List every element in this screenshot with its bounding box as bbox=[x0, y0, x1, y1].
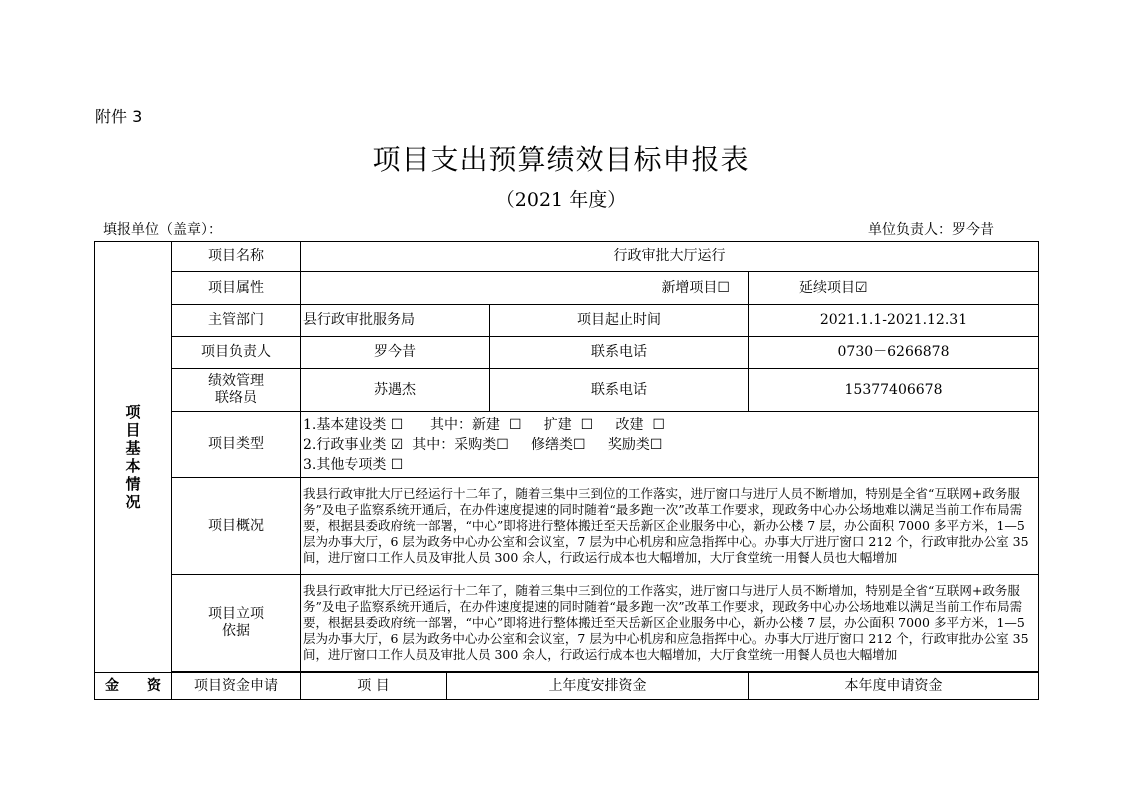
row-dept bbox=[95, 305, 1039, 337]
leader-phone-label: 联系电话 bbox=[490, 337, 749, 369]
row-leader bbox=[95, 337, 1039, 369]
type-option-special: 3.其他专项类 ☐ bbox=[303, 456, 404, 473]
project-name-label: 项目名称 bbox=[172, 242, 301, 272]
leader-phone-value: 0730－6266878 bbox=[749, 337, 1039, 369]
liaison-label bbox=[172, 369, 301, 412]
row-project-name bbox=[95, 242, 1039, 272]
form-year: （2021 年度） bbox=[495, 189, 627, 211]
leader-value: 罗今昔 bbox=[301, 337, 490, 369]
new-project-option[interactable]: 新增项目☐ bbox=[301, 272, 749, 305]
basis-text: 我县行政审批大厅已经运行十二年了，随着三集中三到位的工作落实，进厅窗口与进厅人员不断增加，特别是全省“互联网+政务服务”及电子监察系统开通后，在办件速度提速的同时随着“最多跑一次”改革工作要求，现政务中心办公场地难以满足当前工作布局需要，根据县委政府统一部署，“中心”即将进行整体搬迁至天岳新区企业服务中心，新办公楼 7 层，办公面积 7000 多平方米，1—5 层为办事大厅，6 层为政务中心办公室和会议室，7 层为中心机房和应急指挥中心。办事大厅进厅窗口 212 个，行政审批办公室 35 间，进厅窗口工作人员及审批人员 300 余人，行政运行成本也大幅增加，大厅食堂统一用餐人员也大幅增加 bbox=[301, 575, 1039, 672]
overview-text: 我县行政审批大厅已经运行十二年了，随着三集中三到位的工作落实，进厅窗口与进厅人员不断增加，特别是全省“互联网+政务服务”及电子监察系统开通后，在办件速度提速的同时随着“最多跑一次”改革工作要求，现政务中心办公场地难以满足当前工作布局需要，根据县委政府统一部署，“中心”即将进行整体搬迁至天岳新区企业服务中心，新办公楼 7 层，办公面积 7000 多平方米，1—5 层为办事大厅，6 层为政务中心办公室和会议室，7 层为中心机房和应急指挥中心。办事大厅进厅窗口 212 个，行政审批办公室 35 间，进厅窗口工作人员及审批人员 300 余人，行政运行成本也大幅增加，大厅食堂统一用餐人员也大幅增加 bbox=[301, 478, 1039, 575]
continue-project-option[interactable]: 延续项目☑ bbox=[749, 272, 1039, 305]
form-title: 项目支出预算绩效目标申报表 bbox=[372, 143, 750, 176]
filler-unit-label: 填报单位（盖章）： bbox=[103, 222, 222, 238]
funds-col-item: 项 目 bbox=[301, 673, 447, 700]
liaison-label-line2: 联络员 bbox=[215, 390, 257, 406]
project-name-value: 行政审批大厅运行 bbox=[301, 242, 1039, 272]
type-option-construction: 1.基本建设类 ☐ 其中：新建 ☐ 扩建 ☐ 改建 ☐ bbox=[303, 416, 665, 433]
funds-col-last-year: 上年度安排资金 bbox=[447, 673, 749, 700]
funds-section-label: 金 资 bbox=[95, 673, 172, 700]
project-type-label: 项目类型 bbox=[172, 412, 301, 478]
row-project-type bbox=[95, 412, 1039, 478]
project-attr-label: 项目属性 bbox=[172, 272, 301, 305]
dept-label: 主管部门 bbox=[172, 305, 301, 337]
row-funds bbox=[95, 673, 1039, 700]
section-basic-info: 项目基本情况 bbox=[95, 242, 172, 673]
row-overview bbox=[95, 478, 1039, 575]
basis-label-line2: 依据 bbox=[222, 623, 250, 639]
row-basis bbox=[95, 575, 1039, 672]
funds-label: 项目资金申请 bbox=[172, 673, 301, 700]
budget-form-table bbox=[94, 241, 1039, 700]
type-option-administrative: 2.行政事业类 ☑ 其中：采购类☐ 修缮类☐ 奖励类☐ bbox=[303, 436, 663, 453]
liaison-phone-label: 联系电话 bbox=[490, 369, 749, 412]
unit-head: 单位负责人：罗今昔 bbox=[868, 222, 994, 238]
basis-label bbox=[172, 575, 301, 672]
period-value: 2021.1.1-2021.12.31 bbox=[749, 305, 1039, 337]
dept-value: 县行政审批服务局 bbox=[301, 305, 490, 337]
basis-label-line1: 项目立项 bbox=[208, 606, 264, 622]
row-liaison bbox=[95, 369, 1039, 412]
leader-label: 项目负责人 bbox=[172, 337, 301, 369]
project-type-options bbox=[301, 412, 1039, 478]
overview-label: 项目概况 bbox=[172, 478, 301, 575]
row-project-attr bbox=[95, 272, 1039, 305]
liaison-label-line1: 绩效管理 bbox=[208, 373, 264, 389]
period-label: 项目起止时间 bbox=[490, 305, 749, 337]
liaison-value: 苏遇杰 bbox=[301, 369, 490, 412]
funds-col-this-year: 本年度申请资金 bbox=[749, 673, 1039, 700]
attachment-label: 附件 3 bbox=[95, 107, 143, 126]
liaison-phone-value: 15377406678 bbox=[749, 369, 1039, 412]
